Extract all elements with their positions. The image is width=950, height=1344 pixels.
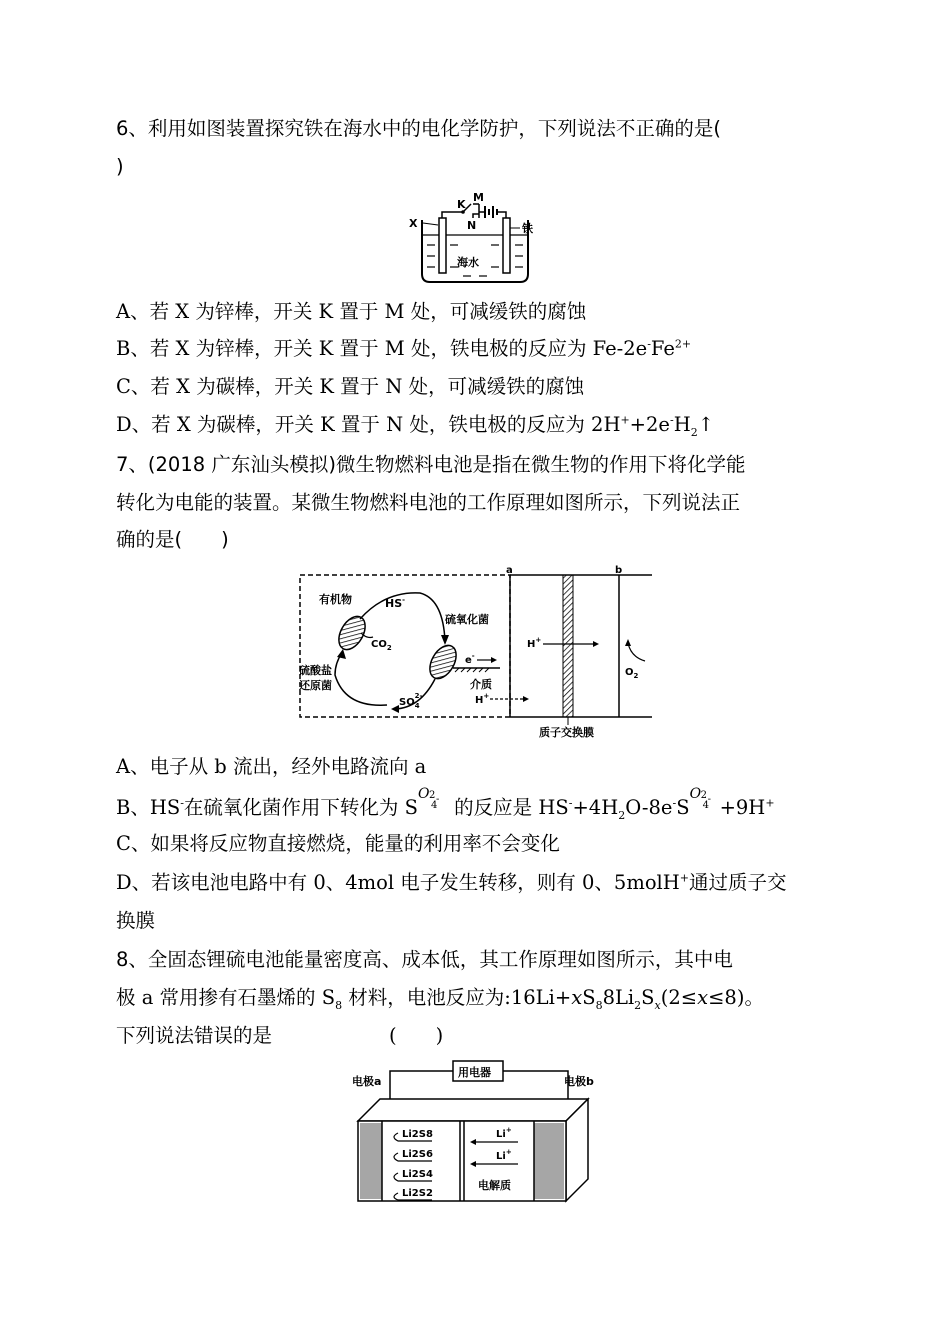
q7-option-b: B、HS-在硫氧化菌作用下转化为 S O 2 - 4 的反应是 $HS^-+4H_2O-8e^-S$ O 2 - 4 +9H+ — [116, 786, 775, 822]
q6-option-a: A、若 X 为锌棒，开关 K 置于 M 处，可减缓铁的腐蚀 — [116, 300, 587, 323]
q6-option-c: C、若 X 为碳棒，开关 K 置于 N 处，可减缓铁的腐蚀 — [116, 375, 585, 398]
q6-label-iron: 铁 — [522, 222, 533, 235]
q7-fuel-cell-figure — [295, 563, 657, 741]
q6-option-d: D、若 X 为碳棒，开关 K 置于 N 处，铁电极的反应为 $2H^++2e^-H_2↑$ — [116, 413, 715, 439]
q7-option-d-line2: 换膜 — [116, 909, 156, 932]
q7-option-c: C、如果将反应物直接燃烧，能量的利用率不会变化 — [116, 832, 560, 855]
q7-label-h-left: H+ — [475, 692, 490, 706]
q8-label-electrode-b: 电极b — [564, 1075, 594, 1088]
q7-label-reducer: 还原菌 — [299, 679, 332, 692]
q7-label-electron: e- — [465, 652, 475, 666]
q8-label-li2s6: Li2S6 — [402, 1149, 433, 1160]
q6-label-seawater: 海水 — [457, 256, 479, 269]
q8-battery-figure — [350, 1055, 600, 1205]
q6-label-x: X — [409, 217, 418, 230]
q8-label-electrolyte: 电解质 — [478, 1179, 511, 1192]
q8-label-li-ion-1: Li+ — [496, 1126, 512, 1140]
q7-option-d-line1: D、若该电池电路中有 0、4mol 电子发生转移，则有 0、5molH+通过质子交 — [116, 871, 787, 894]
q6-label-k: K — [457, 198, 466, 211]
q7-label-h-right: H+ — [527, 636, 542, 650]
q8-label-electrode-a: 电极a — [352, 1075, 382, 1088]
q7-stem-line3: 确的是( ) — [116, 528, 229, 551]
q8-stem-line1: 8、全固态锂硫电池能量密度高、成本低，其工作原理如图所示，其中电 — [116, 948, 733, 971]
q7-label-sulfur-bacteria: 硫氧化菌 — [445, 613, 489, 626]
q8-label-li-ion-2: Li+ — [496, 1148, 512, 1162]
q6-label-n: N — [467, 219, 477, 232]
q6-apparatus-figure — [405, 190, 545, 285]
q6-stem-line2: ) — [116, 155, 124, 178]
q7-label-membrane: 质子交换膜 — [539, 726, 594, 739]
q7-label-o2: $O_2$ — [625, 667, 639, 680]
q7-label-medium: 介质 — [470, 678, 492, 691]
q6-option-b: B、若 X 为锌棒，开关 K 置于 M 处，铁电极的反应为 $Fe-2e^-Fe^{2+}$ — [116, 337, 692, 360]
q7-stem-line2: 转化为电能的装置。某微生物燃料电池的工作原理如图所示，下列说法正 — [116, 491, 741, 514]
q8-label-li2s2: Li2S2 — [402, 1188, 433, 1199]
q7-stem-line1: 7、(2018 广东汕头模拟)微生物燃料电池是指在微生物的作用下将化学能 — [116, 453, 746, 476]
q8-label-li2s4: Li2S4 — [402, 1169, 433, 1180]
q8-stem-line2: 极 a 常用掺有石墨烯的 $S_8$ 材料，电池反应为$:16Li+xS_88Li_2S_x(2\le x\le 8)$。 — [116, 986, 764, 1012]
q8-stem-line3: 下列说法错误的是 ( ) — [116, 1024, 444, 1047]
q7-label-b: b — [615, 565, 623, 576]
q7-label-sulfate: 硫酸盐 — [299, 664, 332, 677]
q6-stem-line1: 6、利用如图装置探究铁在海水中的电化学防护，下列说法不正确的是( — [116, 117, 722, 140]
q7-label-co2: $CO_2$ — [371, 639, 392, 652]
q8-label-li2s8: Li2S8 — [402, 1129, 433, 1140]
q7-label-organic: 有机物 — [319, 593, 352, 606]
q6-label-m: M — [473, 191, 484, 204]
q7-option-a: A、电子从 b 流出，经外电路流向 a — [116, 755, 427, 778]
q7-label-hs: HS- — [385, 596, 406, 610]
q7-label-so4: $SO_42-$ — [399, 692, 423, 710]
q8-label-device: 用电器 — [458, 1066, 491, 1079]
q7-label-a: a — [506, 565, 513, 576]
